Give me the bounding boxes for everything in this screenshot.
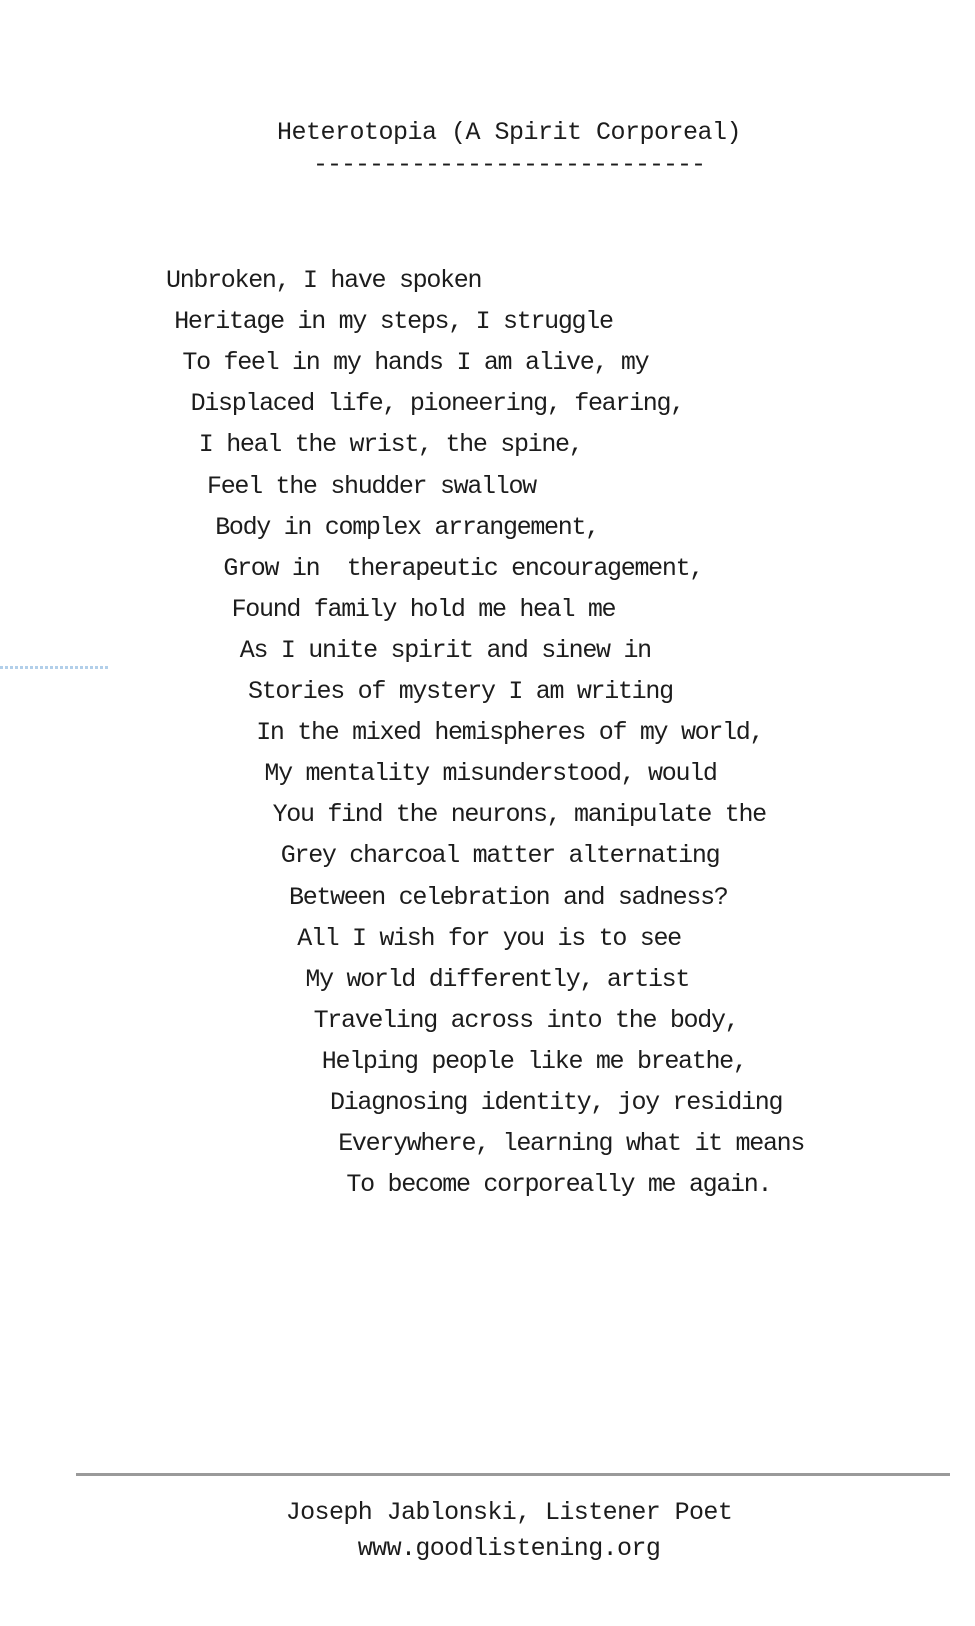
poem-line: My mentality misunderstood, would <box>264 759 717 789</box>
poem-line: Displaced life, pioneering, fearing, <box>190 389 684 419</box>
title-underline: ---------------------------- <box>312 150 706 179</box>
poem-line: To become corporeally me again. <box>346 1170 772 1200</box>
poem-line: Grow in therapeutic encouragement, <box>223 553 703 583</box>
poem-line: Traveling across into the body, <box>313 1005 739 1035</box>
poem-line: In the mixed hemispheres of my world, <box>256 718 764 748</box>
poem-line: Helping people like me breathe, <box>321 1046 747 1076</box>
poem-line: As I unite spirit and sinew in <box>239 635 651 665</box>
stray-dotted-mark <box>0 666 108 669</box>
poem-line: You find the neurons, manipulate the <box>272 800 766 830</box>
poem-line: Unbroken, I have spoken <box>166 266 482 295</box>
website-link[interactable]: www.goodlistening.org <box>357 1534 661 1563</box>
poem-line: Stories of mystery I am writing <box>248 677 673 706</box>
poem-line: My world differently, artist <box>305 964 690 994</box>
author-credit: Joseph Jablonski, Listener Poet <box>285 1498 733 1527</box>
poem-line: Diagnosing identity, joy residing <box>330 1088 783 1117</box>
poem-line: All I wish for you is to see <box>297 923 681 953</box>
poem-line: I heal the wrist, the spine, <box>198 430 583 460</box>
poem-line: Body in complex arrangement, <box>215 512 599 542</box>
poem-line: Everywhere, learning what it means <box>338 1129 805 1159</box>
poem-line: To feel in my hands I am alive, my <box>182 348 649 378</box>
footer-divider <box>76 1473 950 1476</box>
poem-title: Heterotopia (A Spirit Corporeal) <box>276 118 742 147</box>
poem-line: Heritage in my steps, I struggle <box>174 307 613 337</box>
poem-line: Feel the shudder swallow <box>207 471 536 501</box>
poem-line: Between celebration and sadness? <box>289 882 728 912</box>
poem-line: Found family hold me heal me <box>231 594 616 624</box>
poem-line: Grey charcoal matter alternating <box>280 841 720 871</box>
